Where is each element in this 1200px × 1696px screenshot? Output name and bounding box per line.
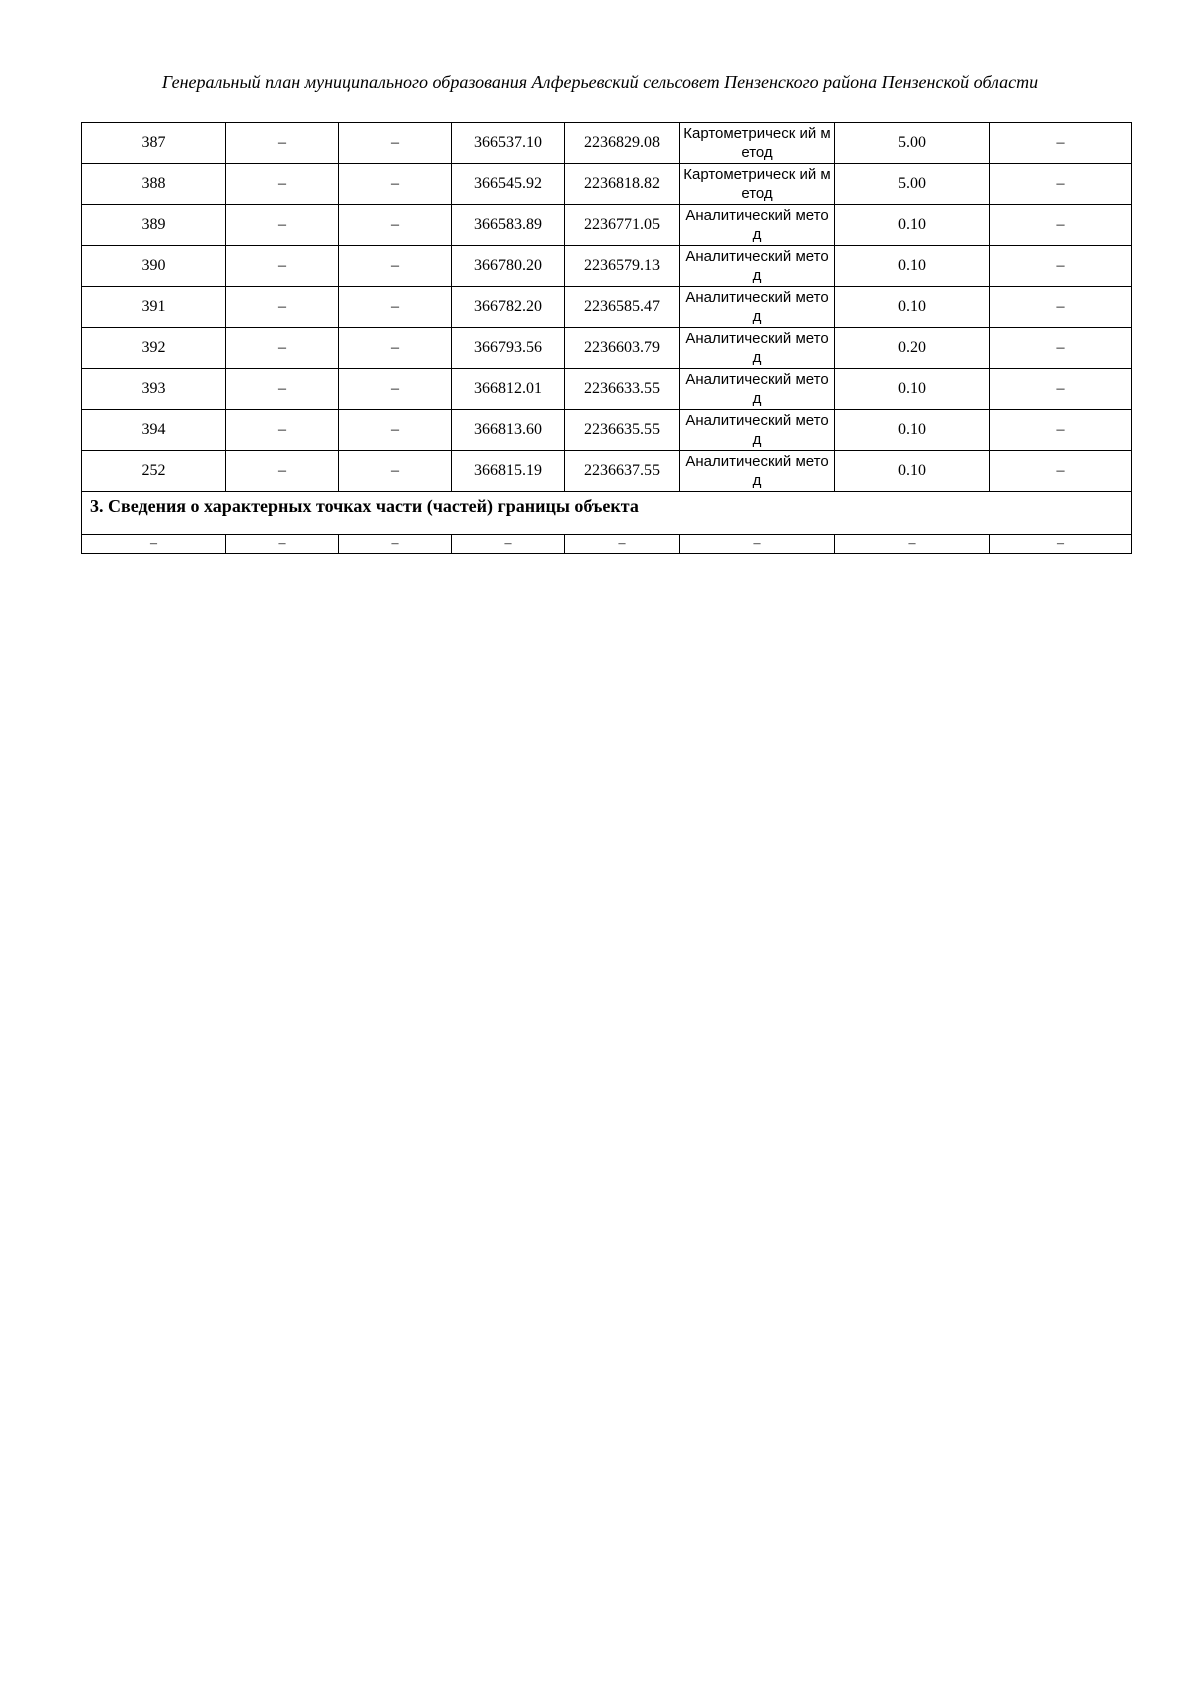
table-row — [82, 369, 1132, 410]
empty-cell: – — [82, 535, 226, 554]
precision-cell: 0.10 — [835, 410, 990, 451]
empty-cell: – — [990, 535, 1132, 554]
table-row — [82, 123, 1132, 164]
empty-cell: – — [680, 535, 835, 554]
old-x-cell: – — [226, 164, 339, 205]
section-heading-row — [82, 492, 1132, 535]
description-cell: – — [990, 451, 1132, 492]
table-row — [82, 205, 1132, 246]
old-y-cell: – — [339, 246, 452, 287]
empty-cell: – — [452, 535, 565, 554]
point-number-cell: 393 — [82, 369, 226, 410]
old-x-cell: – — [226, 410, 339, 451]
y-coordinate-cell: 2236603.79 — [565, 328, 680, 369]
y-coordinate-cell: 2236818.82 — [565, 164, 680, 205]
old-y-cell: – — [339, 410, 452, 451]
method-cell: Аналитический метод — [680, 328, 835, 369]
empty-cell: – — [565, 535, 680, 554]
point-number-cell: 394 — [82, 410, 226, 451]
description-cell: – — [990, 164, 1132, 205]
old-x-cell: – — [226, 328, 339, 369]
precision-cell: 0.20 — [835, 328, 990, 369]
point-number-cell: 392 — [82, 328, 226, 369]
old-x-cell: – — [226, 369, 339, 410]
table-row — [82, 535, 1132, 554]
point-number-cell: 389 — [82, 205, 226, 246]
precision-cell: 0.10 — [835, 246, 990, 287]
old-y-cell: – — [339, 451, 452, 492]
precision-cell: 0.10 — [835, 369, 990, 410]
method-cell: Аналитический метод — [680, 369, 835, 410]
method-cell: Аналитический метод — [680, 287, 835, 328]
x-coordinate-cell: 366545.92 — [452, 164, 565, 205]
table-body — [82, 123, 1132, 554]
old-y-cell: – — [339, 328, 452, 369]
precision-cell: 5.00 — [835, 164, 990, 205]
table-row — [82, 410, 1132, 451]
page-header: Генеральный план муниципального образования Алферьевский сельсовет Пензенского района Пензенской области — [161, 72, 1039, 92]
old-y-cell: – — [339, 369, 452, 410]
old-x-cell: – — [226, 246, 339, 287]
method-cell: Аналитический метод — [680, 246, 835, 287]
table-row — [82, 328, 1132, 369]
method-cell: Аналитический метод — [680, 205, 835, 246]
y-coordinate-cell: 2236637.55 — [565, 451, 680, 492]
empty-cell: – — [226, 535, 339, 554]
description-cell: – — [990, 410, 1132, 451]
x-coordinate-cell: 366815.19 — [452, 451, 565, 492]
method-cell: Картометрическ ий метод — [680, 164, 835, 205]
y-coordinate-cell: 2236771.05 — [565, 205, 680, 246]
y-coordinate-cell: 2236635.55 — [565, 410, 680, 451]
old-y-cell: – — [339, 287, 452, 328]
table-row — [82, 164, 1132, 205]
x-coordinate-cell: 366583.89 — [452, 205, 565, 246]
description-cell: – — [990, 123, 1132, 164]
point-number-cell: 390 — [82, 246, 226, 287]
method-cell: Картометрическ ий метод — [680, 123, 835, 164]
description-cell: – — [990, 369, 1132, 410]
y-coordinate-cell: 2236579.13 — [565, 246, 680, 287]
section-heading: 3. Сведения о характерных точках части (частей) границы объекта — [82, 492, 1132, 535]
old-x-cell: – — [226, 205, 339, 246]
point-number-cell: 252 — [82, 451, 226, 492]
x-coordinate-cell: 366813.60 — [452, 410, 565, 451]
description-cell: – — [990, 246, 1132, 287]
point-number-cell: 388 — [82, 164, 226, 205]
precision-cell: 0.10 — [835, 287, 990, 328]
table-row — [82, 246, 1132, 287]
y-coordinate-cell: 2236585.47 — [565, 287, 680, 328]
coordinates-table — [81, 122, 1132, 554]
method-cell: Аналитический метод — [680, 451, 835, 492]
table-row — [82, 451, 1132, 492]
old-x-cell: – — [226, 451, 339, 492]
precision-cell: 0.10 — [835, 205, 990, 246]
old-x-cell: – — [226, 287, 339, 328]
point-number-cell: 387 — [82, 123, 226, 164]
x-coordinate-cell: 366793.56 — [452, 328, 565, 369]
old-x-cell: – — [226, 123, 339, 164]
method-cell: Аналитический метод — [680, 410, 835, 451]
description-cell: – — [990, 287, 1132, 328]
x-coordinate-cell: 366782.20 — [452, 287, 565, 328]
x-coordinate-cell: 366537.10 — [452, 123, 565, 164]
old-y-cell: – — [339, 164, 452, 205]
precision-cell: 0.10 — [835, 451, 990, 492]
x-coordinate-cell: 366812.01 — [452, 369, 565, 410]
x-coordinate-cell: 366780.20 — [452, 246, 565, 287]
precision-cell: 5.00 — [835, 123, 990, 164]
empty-cell: – — [339, 535, 452, 554]
description-cell: – — [990, 205, 1132, 246]
old-y-cell: – — [339, 123, 452, 164]
point-number-cell: 391 — [82, 287, 226, 328]
description-cell: – — [990, 328, 1132, 369]
empty-cell: – — [835, 535, 990, 554]
table-row — [82, 287, 1132, 328]
old-y-cell: – — [339, 205, 452, 246]
y-coordinate-cell: 2236633.55 — [565, 369, 680, 410]
y-coordinate-cell: 2236829.08 — [565, 123, 680, 164]
